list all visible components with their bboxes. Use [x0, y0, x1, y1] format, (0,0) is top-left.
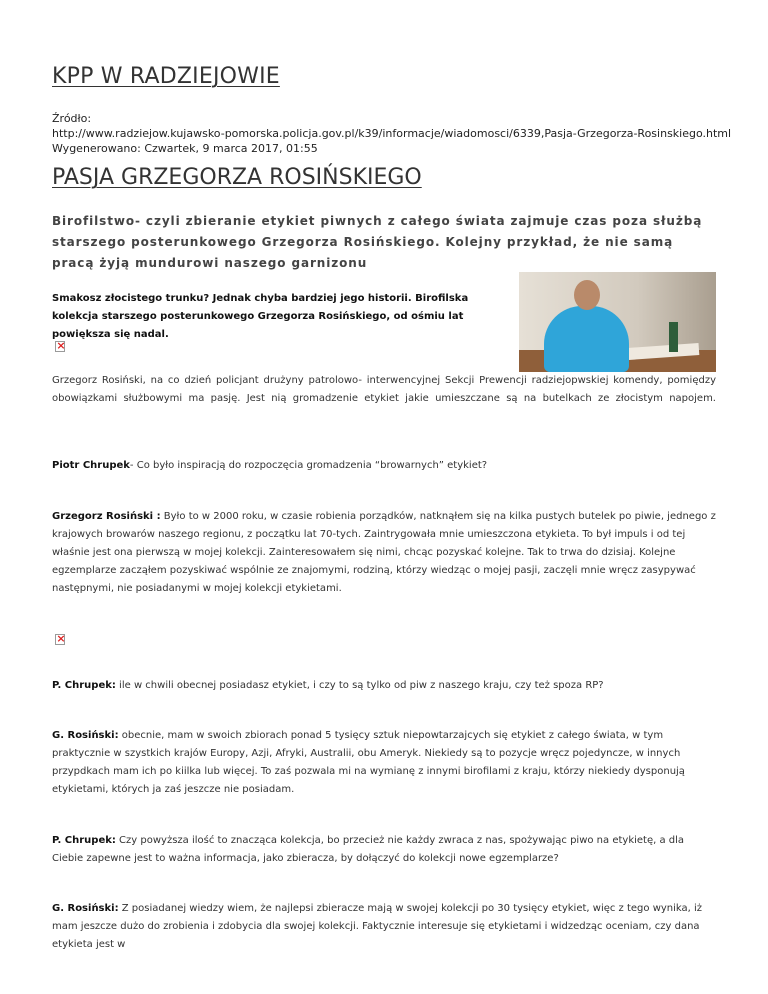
- question-3: [52, 832, 716, 886]
- source-label: Źródło:: [52, 112, 92, 125]
- answer-2-text: obecnie, mam w swoich zbiorach ponad 5 tysięcy sztuk niepowtarzajcych się etykiet z całego świata, w tym praktycznie w szystkich krajów Europy, Azji, Afryki, Australii, obu Ameryk. Niekiedy są to pozycje wręcz pojedyncze, w innych przypdkach mam ich po kiilka lub więcej. To zaś pozwala mi na wymianę z innymi birofilami z kraju, którzy niekiedy dysponują etykietami, których ja zaś jeszcze nie posiadam.: [52, 730, 685, 795]
- generated-date: Wygenerowano: Czwartek, 9 marca 2017, 01:55: [52, 142, 318, 155]
- intro-paragraph: Grzegorz Rosiński, na co dzień policjant drużyny patrolowo- interwencyjnej Sekcji Prewencji radziejopwskiej komendy, pomiędzy obowiązkami służbowymi ma pasję. Jest nią gromadzenie etykiet jakie umieszczane są na butelkach ze złocistym napojem.: [52, 375, 716, 404]
- answer-3-speaker: G. Rosiński:: [52, 903, 119, 914]
- question-2-speaker: P. Chrupek:: [52, 680, 116, 691]
- answer-2-speaker: G. Rosiński:: [52, 730, 119, 741]
- subheading: Smakosz złocistego trunku? Jednak chyba bardziej jego historii. Birofilska kolekcja starszego posterunkowego Grzegorza Rosińskiego, od ośmiu lat powiększa się nadal.: [52, 293, 469, 340]
- answer-3-text: Z posiadanej wiedzy wiem, że najlepsi zbieracze mają w swojej kolekcji po 30 tysięcy etykiet, więc z tego wynika, iż mam jeszcze dużo do zrobienia i zdobycia dla swojej kolekcji. Faktycznie interesuje się etykietami i widzedząc oceniam, czy dana etykieta jest w: [52, 903, 703, 950]
- question-2: [52, 677, 716, 695]
- article-photo: [519, 272, 716, 372]
- answer-1: [52, 508, 716, 616]
- answer-2: [52, 727, 716, 817]
- article-lead: Birofilstwo- czyli zbieranie etykiet piwnych z całego świata zajmuje czas poza służbą starszego posterunkowego Grzegorza Rosińskiego. Kolejny przykład, że nie samą pracą żyją mundurowi naszego garnizonu: [52, 214, 703, 270]
- question-1-speaker: Piotr Chrupek: [52, 460, 130, 471]
- source-meta: [52, 111, 731, 156]
- source-url[interactable]: http://www.radziejow.kujawsko-pomorska.policja.gov.pl/k39/informacje/wiadomosci/6339,Pasja-Grzegorza-Rosinskiego.html: [52, 127, 732, 140]
- site-title: KPP W RADZIEJOWIE: [52, 64, 280, 89]
- question-1: [52, 457, 716, 475]
- answer-1-speaker: Grzegorz Rosiński :: [52, 511, 161, 522]
- article-title: PASJA GRZEGORZA ROSIŃSKIEGO: [52, 165, 422, 190]
- answer-3: [52, 900, 716, 972]
- question-1-text: - Co było inspiracją do rozpoczęcia gromadzenia “browarnych” etykiet?: [129, 460, 488, 471]
- question-3-speaker: P. Chrupek:: [52, 835, 116, 846]
- question-2-text: ile w chwili obecnej posiadasz etykiet, i czy to są tylko od piw z naszego kraju, czy też spoza RP?: [115, 680, 604, 691]
- question-3-text: Czy powyższa ilość to znacząca kolekcja, bo przecież nie każdy zwraca z nas, spożywając piwo na etykietę, a dla Ciebie zapewne jest to ważna informacja, jako zbieracza, by dołączyć do kolekcji nowe egzemplarze?: [52, 835, 685, 864]
- broken-image-icon: [55, 341, 65, 352]
- answer-1-text: Było to w 2000 roku, w czasie robienia porządków, natknąłem się na kilka pustych butelek po piwie, jednego z krajowych browarów naszego regionu, z początku lat 70-tych. Zaintrygowała mnie umieszczona etykieta. To był impuls i od tej właśnie jest ona pierwszą w mojej kolekcji. Zainteresowałem się nimi, chcąc pozyskać kolejne. Tak to trwa do dzisiaj. Kolejne egzemplarze zacząłem pozyskiwać wspólnie ze znajomymi, rodziną, którzy wiedząc o mojej pasji, zaczęli mnie wręcz zasypywać następnymi, nie posiadanymi w mojej kolekcji etykietami.: [52, 511, 716, 594]
- broken-image-icon: [55, 634, 65, 645]
